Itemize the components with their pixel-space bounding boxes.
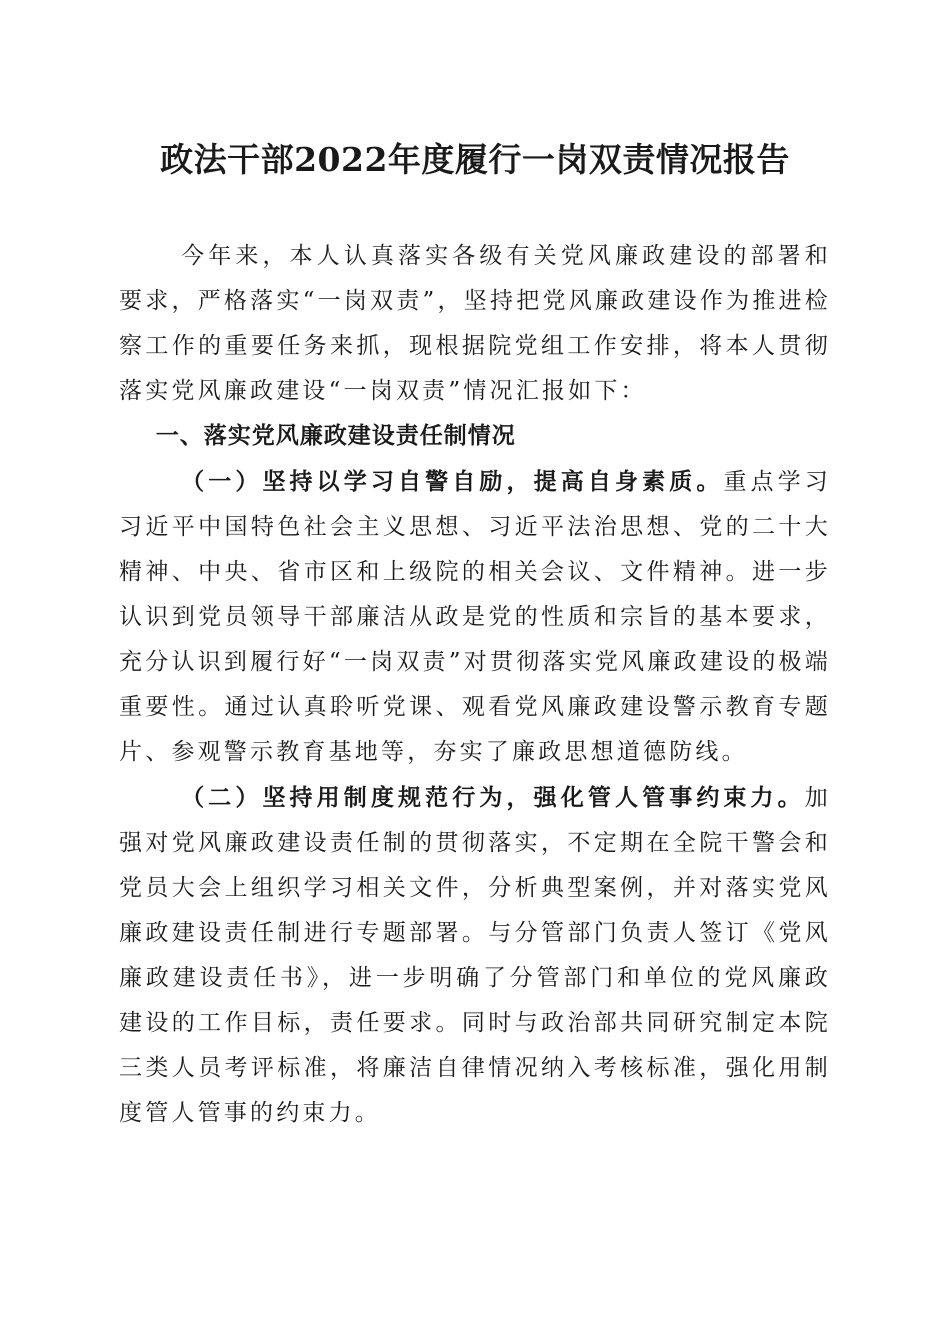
subsection-text-2: 加强对党风廉政建设责任制的贯彻落实，不定期在全院干警会和党员大会上组织学习相关文件，分析典型案例，并对落实党风廉政建设责任制进行专题部署。与分管部门负责人签订《党风廉政建设责任书》，进一步明确了分管部门和单位的党风廉政建设的工作目标，责任要求。同时与政治部共同研究制定本院三类人员考评标准，将廉洁自律情况纳入考核标准，强化用制度管人管事的约束力。	[119, 785, 831, 1126]
document-title: 政法干部2022年度履行一岗双责情况报告	[160, 140, 790, 179]
intro-paragraph: 今年来，本人认真落实各级有关党风廉政建设的部署和要求，严格落实“一岗双责”，坚持把党风廉政建设作为推进检察工作的重要任务来抓，现根据院党组工作安排，将本人贯彻落实党风廉政建设“一岗双责”情况汇报如下：	[119, 243, 831, 404]
subsection-lead-2: （二）坚持用制度规范行为，强化管人管事约束力。	[181, 784, 805, 811]
subsection-paragraph-1	[119, 459, 831, 775]
subsection-lead-1: （一）坚持以学习自警自励，提高自身素质。	[181, 468, 724, 495]
section-heading-1: 一、落实党风廉政建设责任制情况	[155, 423, 516, 449]
document-body	[119, 234, 831, 1136]
subsection-paragraph-2	[119, 775, 831, 1136]
subsection-text-1: 重点学习习近平中国特色社会主义思想、习近平法治思想、党的二十大精神、中央、省市区和上级院的相关会议、文件精神。进一步认识到党员领导干部廉洁从政是党的性质和宗旨的基本要求，充分认识到履行好“一岗双责”对贯彻落实党风廉政建设的极端重要性。通过认真聆听党课、观看党风廉政建设警示教育专题片、参观警示教育基地等，夯实了廉政思想道德防线。	[119, 469, 831, 765]
